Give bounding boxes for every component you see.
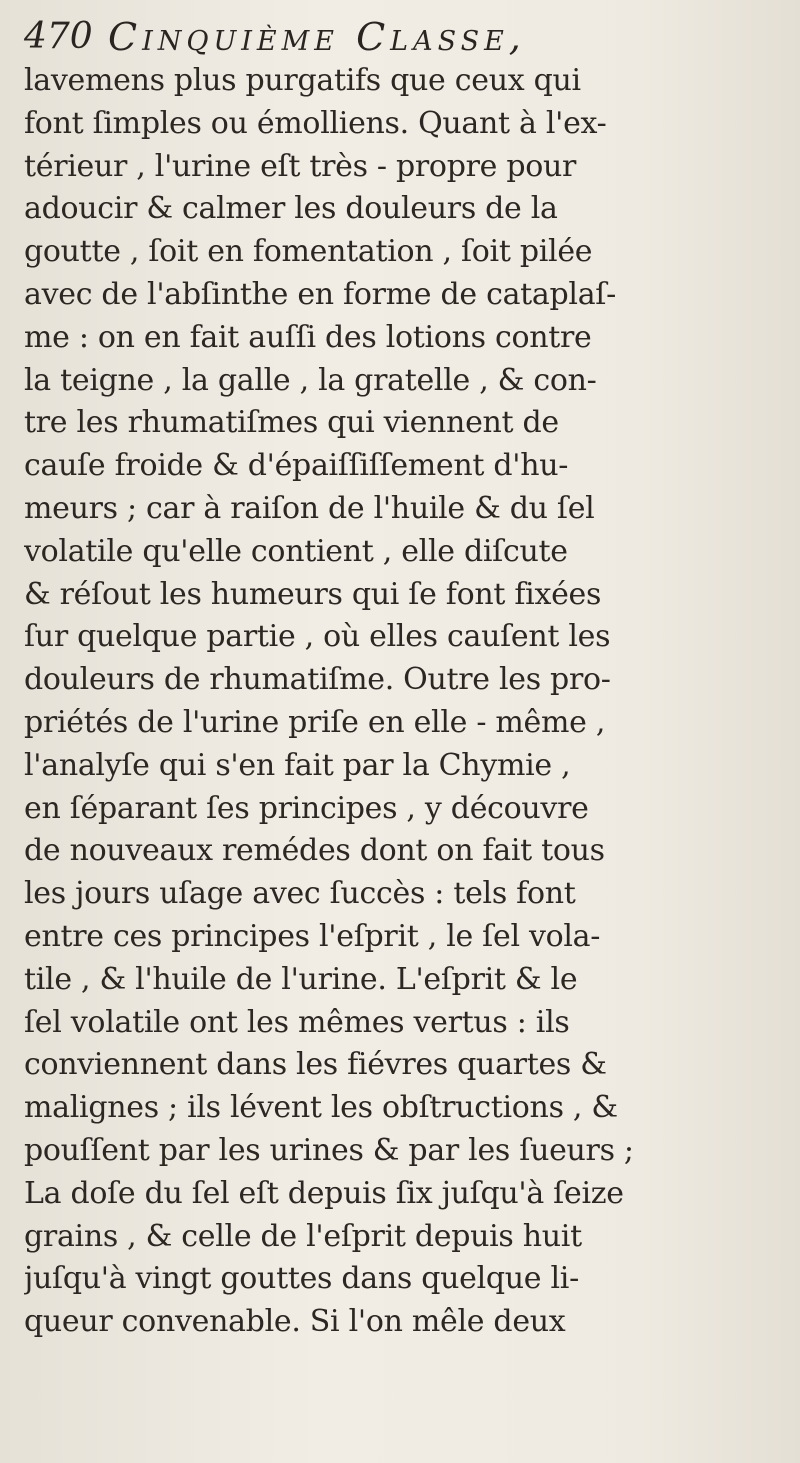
text-line: volatile qu'elle contient , elle diſcute	[24, 533, 568, 569]
text-line: juſqu'à vingt gouttes dans quelque li-	[24, 1261, 579, 1297]
text-line: cauſe froide & d'épaiſſiſſement d'hu-	[24, 448, 569, 484]
text-line: font ſimples ou émolliens. Quant à l'ex-	[24, 105, 607, 141]
text-line: & réſout les humeurs qui ſe font fixées	[24, 576, 602, 612]
text-line: les jours uſage avec ſuccès : tels font	[24, 876, 576, 912]
page-header	[24, 12, 784, 62]
running-head: Cinquième Classe,	[108, 15, 526, 59]
text-line: lavemens plus purgatifs que ceux qui	[24, 63, 581, 98]
text-line: la teigne , la galle , la gratelle , & con-	[24, 362, 597, 398]
text-line: l'analyſe qui s'en fait par la Chymie ,	[24, 747, 571, 783]
text-line: goutte , ſoit en fomentation , ſoit pilée	[24, 234, 593, 270]
text-line: me : on en fait auſſi des lotions contre	[24, 319, 592, 355]
text-line: adoucir & calmer les douleurs de la	[24, 191, 558, 227]
text-line: ſel volatile ont les mêmes vertus : ils	[24, 1004, 570, 1040]
text-line: queur convenable. Si l'on mêle deux	[24, 1304, 566, 1340]
page-number: 470	[24, 16, 93, 57]
text-line: tre les rhumatiſmes qui viennent de	[24, 405, 559, 441]
body-text	[24, 60, 794, 1344]
text-line: La doſe du ſel eſt depuis ſix juſqu'à ſeize	[24, 1175, 624, 1211]
text-line: malignes ; ils lévent les obſtructions , &	[24, 1090, 618, 1126]
text-line: ſur quelque partie , où elles cauſent les	[24, 619, 611, 655]
text-line: grains , & celle de l'eſprit depuis huit	[24, 1218, 582, 1254]
text-line: en ſéparant ſes principes , y découvre	[24, 790, 589, 826]
text-line: priétés de l'urine priſe en elle - même ,	[24, 704, 606, 740]
text-line: entre ces principes l'eſprit , le ſel vola-	[24, 918, 601, 954]
text-line: conviennent dans les fiévres quartes &	[24, 1047, 607, 1083]
text-line: tile , & l'huile de l'urine. L'eſprit & le	[24, 961, 578, 997]
text-line: avec de l'abſinthe en forme de cataplaſ-	[24, 276, 616, 312]
text-line: meurs ; car à raiſon de l'huile & du ſel	[24, 490, 595, 526]
text-line: douleurs de rhumatiſme. Outre les pro-	[24, 662, 611, 698]
text-line: de nouveaux remédes dont on fait tous	[24, 833, 605, 869]
text-line: térieur , l'urine eſt très - propre pour	[24, 148, 577, 184]
text-line: pouſſent par les urines & par les ſueurs ;	[24, 1132, 634, 1168]
